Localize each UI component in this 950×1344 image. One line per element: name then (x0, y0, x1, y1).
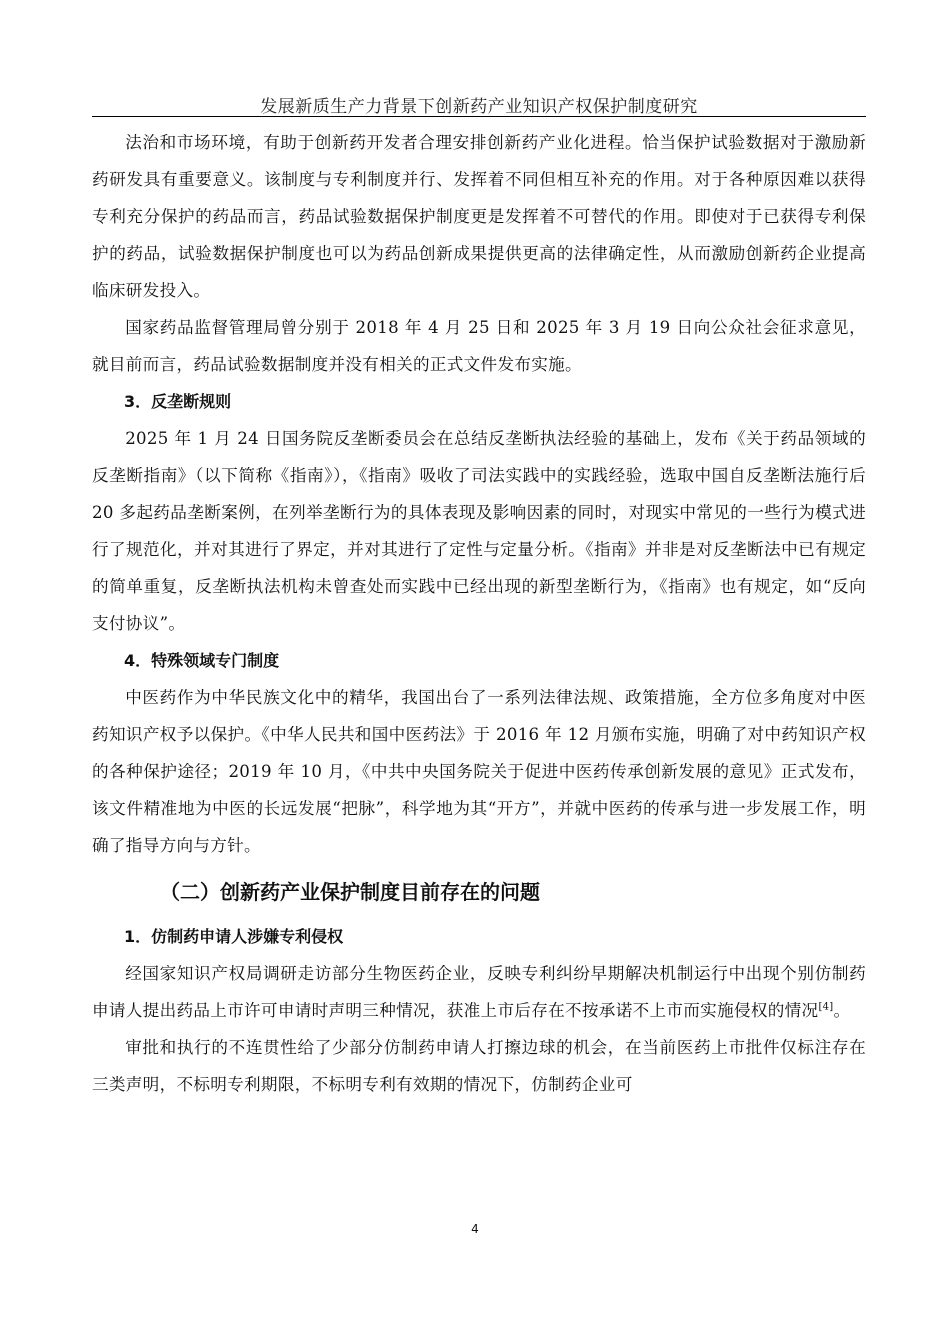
subheading-generic-infringement: 1．仿制药申请人涉嫌专利侵权 (124, 927, 344, 946)
page-body (92, 124, 866, 1103)
subheading-special-fields: 4．特殊领域专门制度 (124, 651, 280, 670)
paragraph-approval-gap: 审批和执行的不连贯性给了少部分仿制药申请人打擦边球的机会，在当前医药上市批件仅标注存在三类声明，不标明专利期限，不标明专利有效期的情况下，仿制药企业可 (92, 1038, 866, 1094)
paragraph-cnipa-end: 。 (833, 1001, 851, 1020)
paragraph-antitrust-guide: 2025 年 1 月 24 日国务院反垄断委员会在总结反垄断执法经验的基础上，发布《关于药品领域的反垄断指南》（以下简称《指南》），《指南》吸收了司法实践中的实践经验，选取中国自反垄断法施行后 20 多起药品垄断案例，在列举垄断行为的具体表现及影响因素的同时，对现实中常见的一些行为模式进行了规范化，并对其进行了界定，并对其进行了定性与定量分析。《指南》并非是对反垄断法中已有规定的简单重复，反垄断执法机构未曾查处而实践中已经出现的新型垄断行为，《指南》也有规定，如“反向支付协议”。 (92, 429, 866, 633)
paragraph-tcm: 中医药作为中华民族文化中的精华，我国出台了一系列法律法规、政策措施，全方位多角度对中医药知识产权予以保护。《中华人民共和国中医药法》于 2016 年 12 月颁布实施，明确了对中药知识产权的各种保护途径；2019 年 10 月，《中共中央国务院关于促进中医药传承创新发展的意见》正式发布，该文件精准地为中医的长远发展“把脉”，科学地为其“开方”，并就中医药的传承与进一步发展工作，明确了指导方向与方针。 (92, 688, 866, 855)
section-heading: （二）创新药产业保护制度目前存在的问题 (160, 880, 540, 904)
subheading-antitrust: 3．反垄断规则 (124, 392, 232, 411)
paragraph-cnipa-text: 经国家知识产权局调研走访部分生物医药企业，反映专利纠纷早期解决机制运行中出现个别仿制药申请人提出药品上市许可申请时声明三种情况，获准上市后存在不按承诺不上市而实施侵权的情况 (92, 964, 866, 1020)
page-number: 4 (471, 1222, 479, 1236)
paragraph-nmpa-consultation: 国家药品监督管理局曾分别于 2018 年 4 月 25 日和 2025 年 3 月 19 日向公众社会征求意见，就目前而言，药品试验数据制度并没有相关的正式文件发布实施。 (92, 318, 866, 374)
paragraph-data-protection: 法治和市场环境，有助于创新药开发者合理安排创新药产业化进程。恰当保护试验数据对于激励新药研发具有重要意义。该制度与专利制度并行、发挥着不同但相互补充的作用。对于各种原因难以获得专利充分保护的药品而言，药品试验数据保护制度更是发挥着不可替代的作用。即使对于已获得专利保护的药品，试验数据保护制度也可以为药品创新成果提供更高的法律确定性，从而激励创新药企业提高临床研发投入。 (92, 133, 866, 300)
header-rule (92, 116, 866, 117)
paragraph-cnipa-survey (92, 955, 866, 1029)
running-header: 发展新质生产力背景下创新药产业知识产权保护制度研究 (260, 97, 698, 117)
citation-ref[interactable]: [4] (818, 1001, 834, 1013)
